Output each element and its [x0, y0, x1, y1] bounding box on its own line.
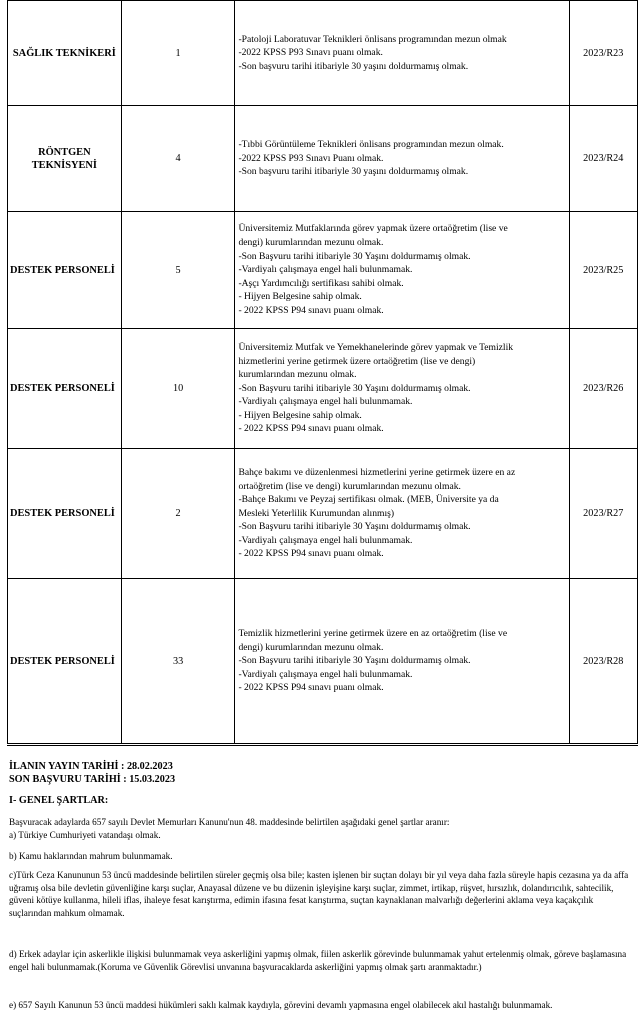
condition-c: c)Türk Ceza Kanununun 53 üncü maddesinde belirtilen süreler geçmiş olsa bile; kasten işlenen bir suçtan dolayı bir yıl veya daha fazla süreyle hapis cezasına ya da affa uğramış olsa bile devletin güvenliğine karşı suçlar, Anayasal düzene ve bu düzenin işleyişine karşı suçlar, zimmet, irtikap, rüşvet, hırsızlık, dolandırıcılık, sahtecilik, güveni kötüye kullanma, hileli iflas, ihaleye fesat karıştırma, edimin ifasına fesat karıştırma, suçtan kaynaklanan malvarlığı değerlerini aklama veya kaçakçılık suçlarından mahkum olmamak.	[9, 870, 629, 918]
condition-b: b) Kamu haklarından mahrum bulunmamak.	[9, 851, 173, 861]
condition-e: e) 657 Sayılı Kanunun 53 üncü maddesi hükümleri saklı kalmak kaydıyla, görevini devamlı yapmasına engel olabilecek akıl hastalığı bulunmamak.	[9, 1000, 553, 1010]
requirement-line: -Vardiyalı çalışmaya engel hali bulunmamak.	[238, 668, 413, 680]
general-conditions-heading: I- GENEL ŞARTLAR:	[9, 795, 109, 806]
requirement-line: -2022 KPSS P93 Sınavı Puanı olmak.	[238, 152, 384, 164]
position-title: RÖNTGEN TEKNİSYENİ	[8, 106, 122, 212]
position-code: 2023/R26	[569, 329, 637, 449]
table-row	[8, 212, 638, 329]
requirement-line: - Hijyen Belgesine sahip olmak.	[238, 291, 362, 303]
requirement-line: -Son Başvuru tarihi itibariyle 30 Yaşını doldurmamış olmak.	[238, 655, 471, 667]
requirement-line: - 2022 KPSS P94 sınavı puanı olmak.	[238, 423, 384, 435]
position-code: 2023/R28	[569, 579, 637, 745]
application-deadline: SON BAŞVURU TARİHİ : 15.03.2023	[9, 774, 176, 785]
requirement-line: -Son Başvuru tarihi itibariyle 30 Yaşını doldurmamış olmak.	[238, 382, 471, 394]
requirement-line: -Son başvuru tarihi itibariyle 30 yaşını doldurmamış olmak.	[238, 166, 469, 178]
position-count: 33	[121, 579, 235, 745]
table-row	[8, 579, 638, 745]
position-requirements	[235, 449, 569, 579]
requirement-line: -Son başvuru tarihi itibariyle 30 yaşını doldurmamış olmak.	[238, 60, 469, 72]
requirement-line: - Hijyen Belgesine sahip olmak.	[238, 409, 362, 421]
position-requirements	[235, 579, 569, 745]
condition-a: a) Türkiye Cumhuriyeti vatandaşı olmak.	[9, 830, 161, 840]
table-row	[8, 449, 638, 579]
requirement-line: hizmetlerini yerine getirmek üzere ortaöğretim (lise ve dengi)	[238, 355, 476, 367]
requirement-line: -Tıbbi Görüntüleme Teknikleri önlisans programından mezun olmak.	[238, 139, 504, 151]
position-code: 2023/R25	[569, 212, 637, 329]
requirement-line: dengi) kurumlarından mezunu olmak.	[238, 641, 384, 653]
requirement-line: -Son Başvuru tarihi itibariyle 30 Yaşını doldurmamış olmak.	[238, 250, 471, 262]
requirement-line: - 2022 KPSS P94 sınavı puanı olmak.	[238, 548, 384, 560]
requirement-line: -Bahçe Bakımı ve Peyzaj sertifikası olmak. (MEB, Üniversite ya da	[238, 494, 499, 506]
position-requirements	[235, 212, 569, 329]
position-title: SAĞLIK TEKNİKERİ	[8, 1, 122, 106]
requirement-line: Temizlik hizmetlerini yerine getirmek üzere en az ortaöğretim (lise ve	[238, 628, 508, 640]
table-row	[8, 329, 638, 449]
general-intro: Başvuracak adaylarda 657 sayılı Devlet Memurları Kanunu'nun 48. maddesinde belirtilen aşağıdaki genel şartlar aranır:	[9, 817, 450, 827]
requirement-line: -Vardiyalı çalışmaya engel hali bulunmamak.	[238, 264, 413, 276]
position-count: 5	[121, 212, 235, 329]
requirement-line: -Patoloji Laboratuvar Teknikleri önlisans programından mezun olmak	[238, 33, 507, 45]
requirement-line: - 2022 KPSS P94 sınavı puanı olmak.	[238, 682, 384, 694]
position-code: 2023/R27	[569, 449, 637, 579]
requirement-line: -2022 KPSS P93 Sınavı puanı olmak.	[238, 47, 383, 59]
position-code: 2023/R24	[569, 106, 637, 212]
position-count: 2	[121, 449, 235, 579]
publish-date: İLANIN YAYIN TARİHİ : 28.02.2023	[9, 761, 173, 772]
position-title: DESTEK PERSONELİ	[8, 449, 122, 579]
table-row	[8, 106, 638, 212]
table-row	[8, 1, 638, 106]
requirement-line: -Vardiyalı çalışmaya engel hali bulunmamak.	[238, 534, 413, 546]
requirement-line: -Aşçı Yardımcılığı sertifikası sahibi olmak.	[238, 277, 404, 289]
requirement-line: - 2022 KPSS P94 sınavı puanı olmak.	[238, 304, 384, 316]
position-requirements	[235, 329, 569, 449]
position-title: DESTEK PERSONELİ	[8, 329, 122, 449]
position-count: 4	[121, 106, 235, 212]
position-title: DESTEK PERSONELİ	[8, 579, 122, 745]
requirement-line: Mesleki Yeterlilik Kurumundan alınmış)	[238, 507, 395, 519]
requirement-line: kurumlarından mezunu olmak.	[238, 369, 357, 381]
positions-table	[7, 0, 638, 746]
requirement-line: -Vardiyalı çalışmaya engel hali bulunmamak.	[238, 396, 413, 408]
requirement-line: -Son Başvuru tarihi itibariyle 30 Yaşını doldurmamış olmak.	[238, 521, 471, 533]
position-title: DESTEK PERSONELİ	[8, 212, 122, 329]
position-count: 1	[121, 1, 235, 106]
requirement-line: Üniversitemiz Mutfak ve Yemekhanelerinde görev yapmak ve Temizlik	[238, 341, 514, 353]
position-requirements	[235, 1, 569, 106]
position-code: 2023/R23	[569, 1, 637, 106]
requirement-line: ortaöğretim (lise ve dengi) kurumlarından mezunu olmak.	[238, 480, 461, 492]
requirement-line: dengi) kurumlarından mezunu olmak.	[238, 237, 384, 249]
position-count: 10	[121, 329, 235, 449]
requirement-line: Bahçe bakımı ve düzenlenmesi hizmetlerini yerine getirmek üzere en az	[238, 466, 516, 478]
position-requirements	[235, 106, 569, 212]
requirement-line: Üniversitemiz Mutfaklarında görev yapmak üzere ortaöğretim (lise ve	[238, 223, 508, 235]
condition-d: d) Erkek adaylar için askerlikle ilişkisi bulunmamak veya askerliğini yapmış olmak, fiilen askerlik görevinde bulunmamak yahut ertelenmiş olmak, göreve başlamasına engel hali bulunmamak.(Koruma ve Güvenlik Görevlisi unvanına başvuracaklarda askerliğini yapmış olmak şartı aranmaktadır.)	[9, 949, 627, 972]
